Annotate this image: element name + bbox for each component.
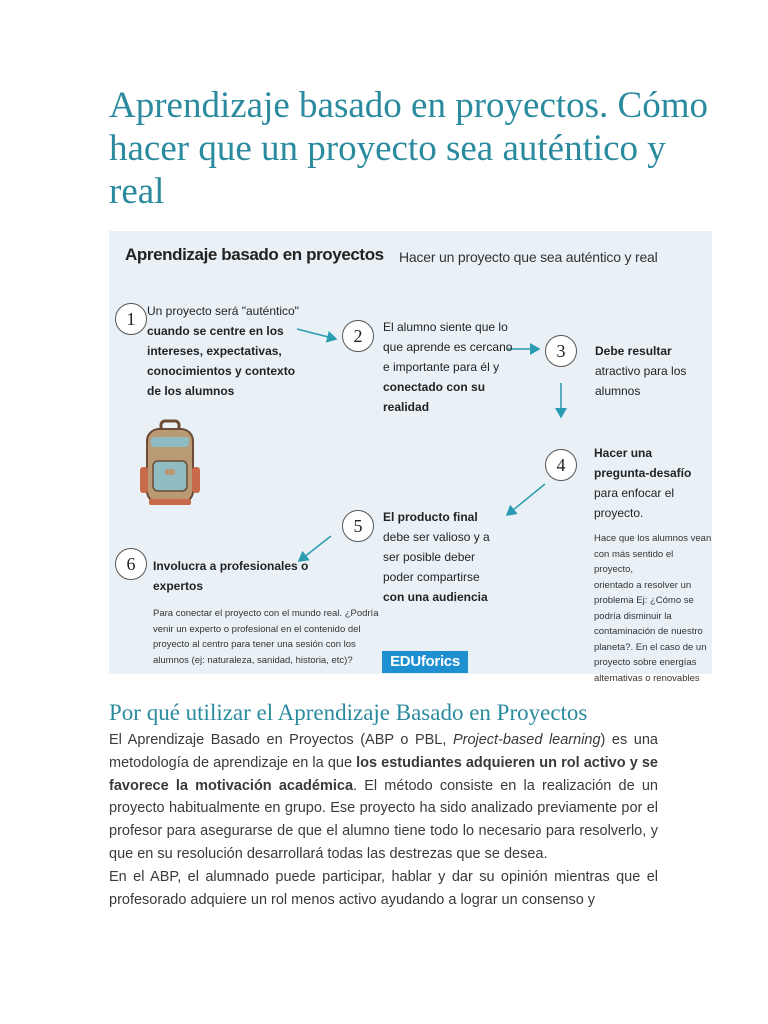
step-6-note: Para conectar el proyecto con el mundo real. ¿Podría venir un experto o profesional en el contenido del proyecto al centro para tener una sesión con los alumnos (ej: naturaleza, sanidad, historia, etc)?: [153, 608, 379, 666]
step-4-note: Hace que los alumnos vean con más sentido el proyecto, orientado a resolver un problema Ej: ¿Cómo se podría disminuir la contaminación de nuestro planeta?. En el caso de un proyecto sobre energías alternativas o renovables: [594, 533, 712, 684]
step-3-number: 3: [545, 335, 577, 367]
page-title: Aprendizaje basado en proyectos. Cómo hacer que un proyecto sea auténtico y real: [109, 85, 709, 212]
step-2-text: El alumno siente que lo que aprende es cercano e importante para él y conectado con su realidad: [383, 320, 513, 414]
step-5-text: El producto final debe ser valioso y a ser posible deber poder compartirse con una audiencia: [383, 510, 490, 604]
step-2-number: 2: [342, 320, 374, 352]
paragraph-1: El Aprendizaje Basado en Proyectos (ABP o PBL, Project-based learning) es una metodología de aprendizaje en la que los estudiantes adquieren un rol activo y se favorece la motivación académica. El método consiste en la realización de un proyecto habitualmente en grupo. Ese proyecto ha sido analizado previamente por el profesor para asegurarse de que el alumno tiene todo lo necesario para resolverlo, y que en su resolución desarrollará todas las destrezas que se desea.: [109, 732, 658, 862]
body-text: [109, 729, 658, 911]
paragraph-2: En el ABP, el alumnado puede participar, hablar y dar su opinión mientras que el profesorado adquiere un rol menos activo ayudando a lograr un consenso y: [109, 868, 658, 908]
arrow-4-5: [507, 484, 545, 515]
section-title: Por qué utilizar el Aprendizaje Basado en Proyectos: [109, 700, 588, 725]
step-6-text: Involucra a profesionales o expertos: [153, 559, 309, 593]
step-4-text: Hacer una pregunta-desafío para enfocar el proyecto.: [594, 446, 692, 520]
step-6-number: 6: [115, 548, 147, 580]
infographic-subtitle: Hacer un proyecto que sea auténtico y real: [399, 249, 658, 265]
step-1-text: Un proyecto será "auténtico" cuando se centre en los intereses, expectativas, conocimientos y contexto de los alumnos: [147, 304, 299, 398]
backpack-icon: [135, 419, 205, 509]
step-4-number: 4: [545, 449, 577, 481]
infographic-title: Aprendizaje basado en proyectos: [125, 245, 384, 264]
arrow-1-2: [297, 329, 336, 339]
step-1-number: 1: [115, 303, 147, 335]
infographic: [109, 231, 712, 684]
step-3-text: Debe resultar atractivo para los alumnos: [595, 344, 687, 398]
edu-logo: EDUforics: [382, 651, 468, 673]
step-5-number: 5: [342, 510, 374, 542]
